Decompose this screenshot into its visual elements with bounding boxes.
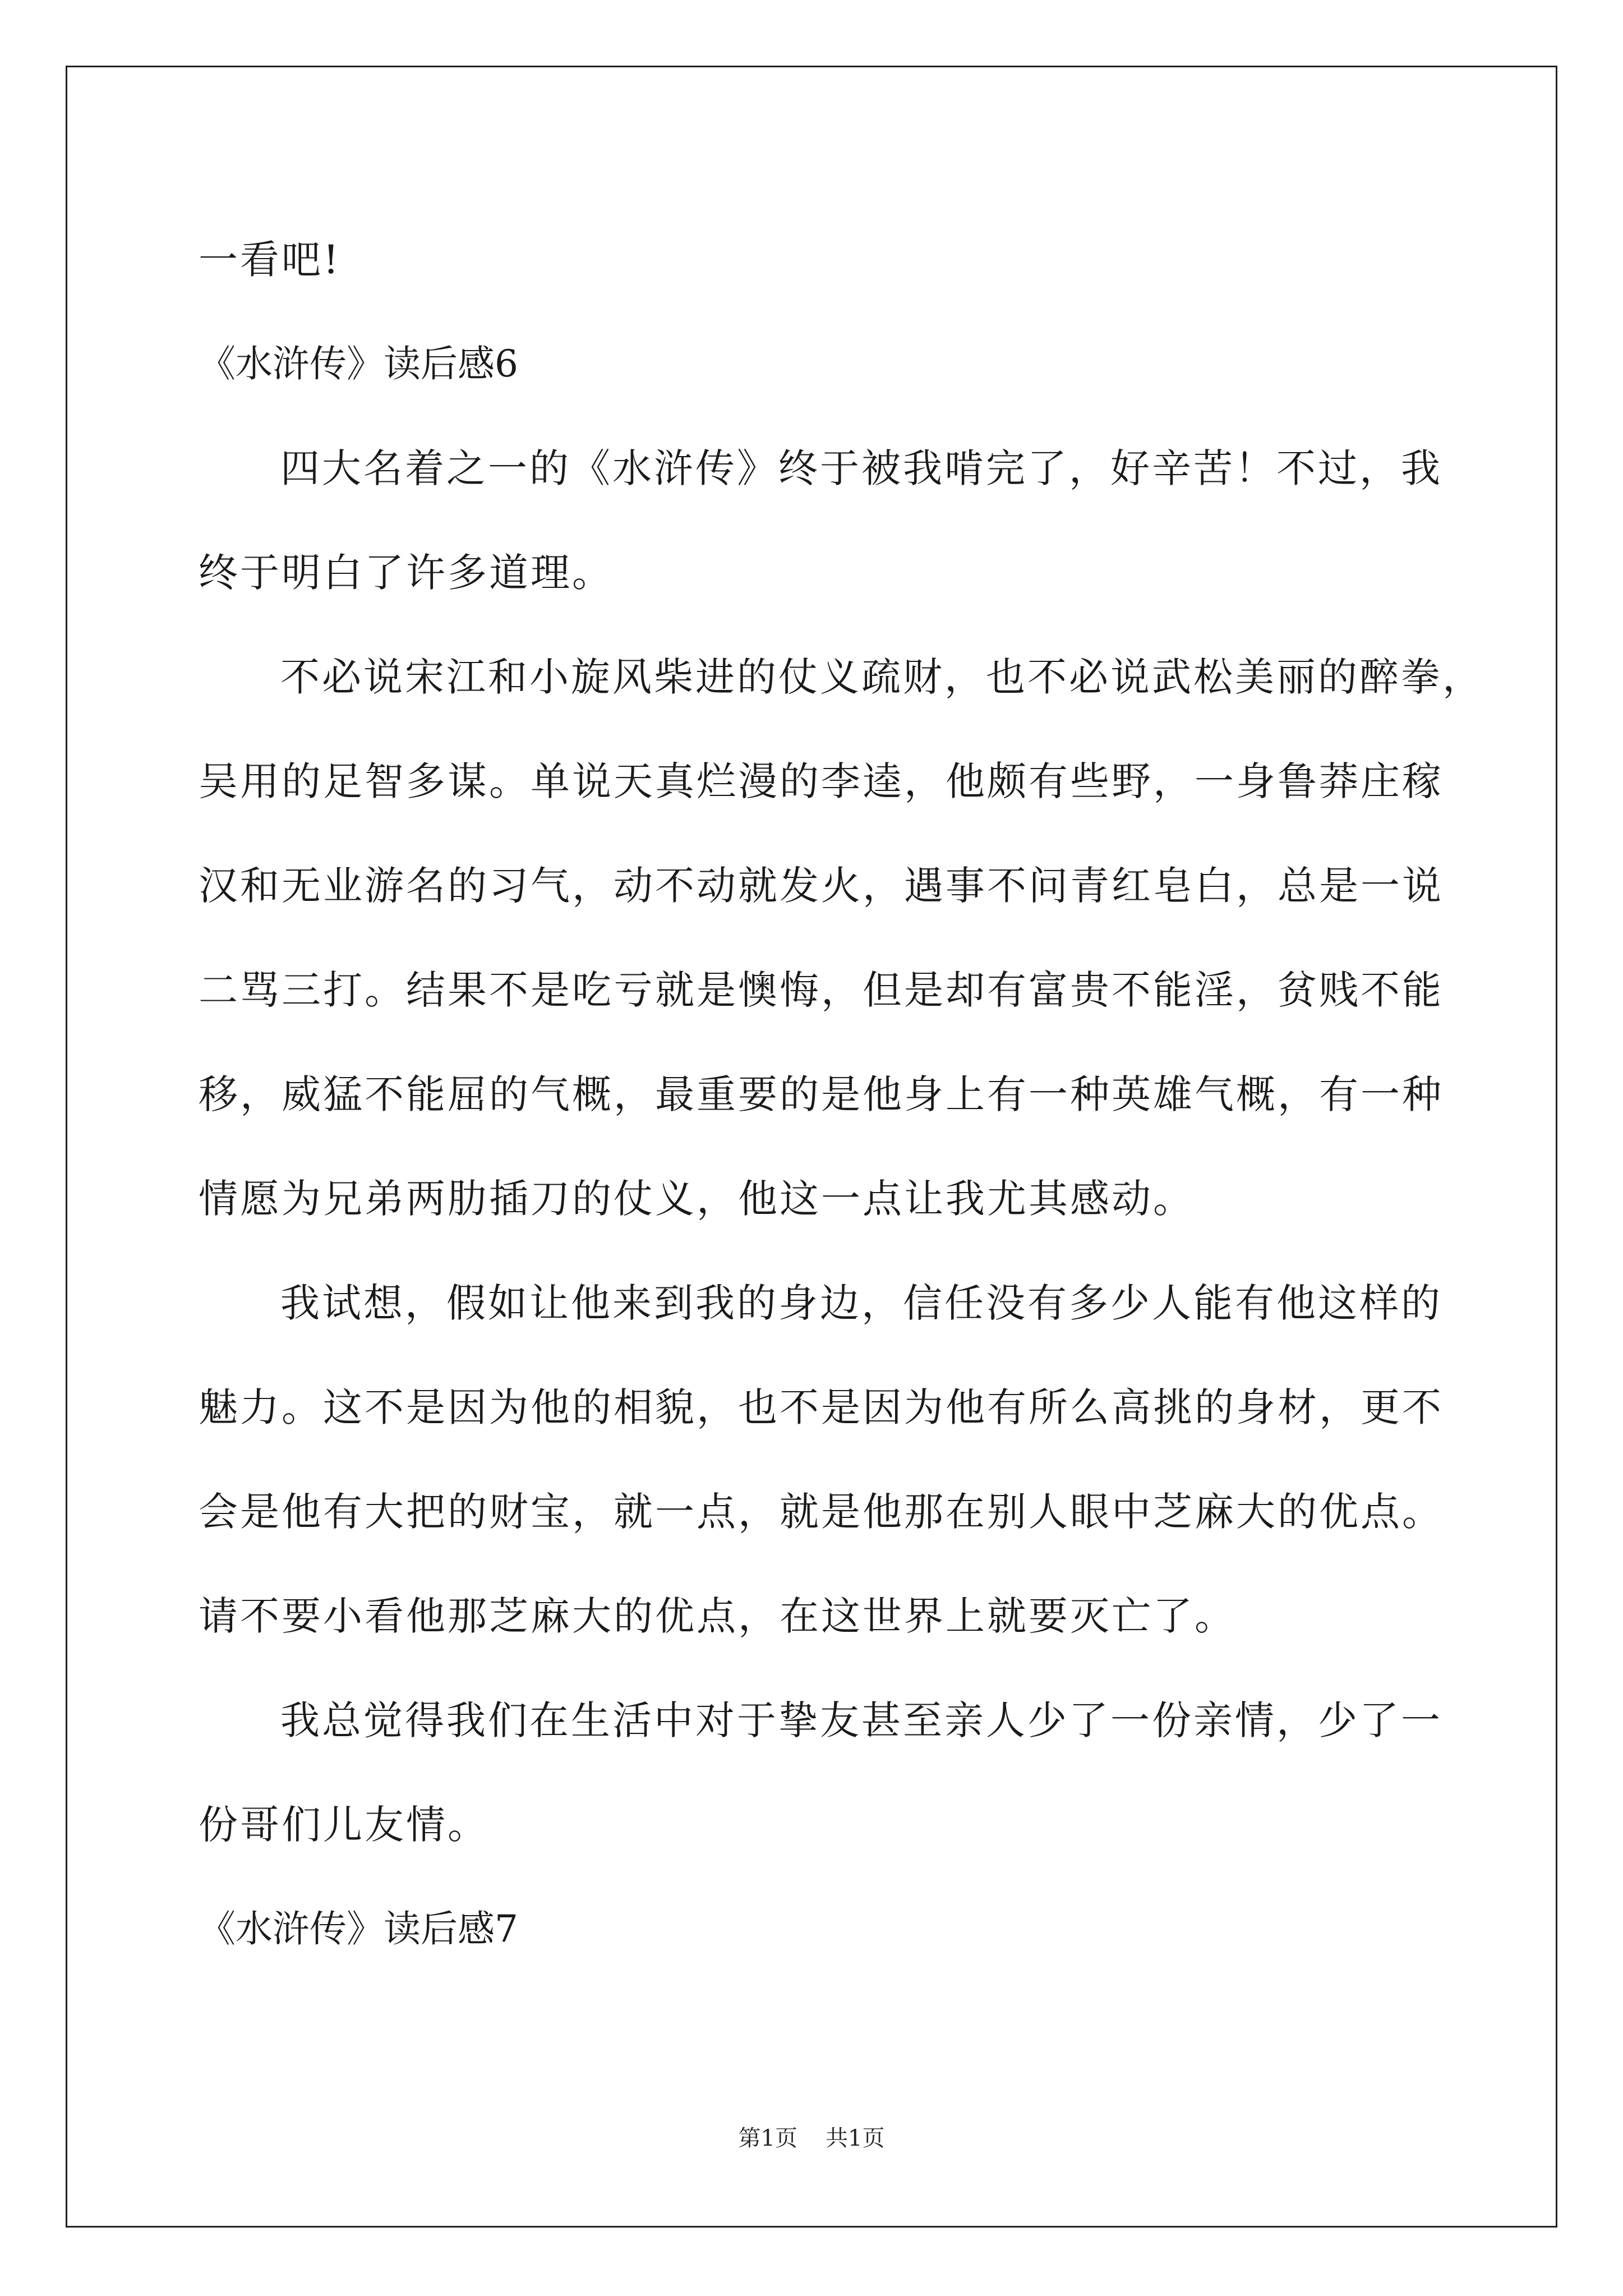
section-heading: 《水浒传》读后感6 <box>199 342 518 385</box>
text-line: 会是他有大把的财宝，就一点，就是他那在别人眼中芝麻大的优点。 <box>199 1489 1444 1535</box>
section-heading: 《水浒传》读后感7 <box>199 1907 518 1950</box>
text-line: 汉和无业游名的习气，动不动就发火，遇事不问青红皂白，总是一说 <box>199 863 1444 909</box>
text-line: 情愿为兄弟两肋插刀的仗义，他这一点让我尤其感动。 <box>199 1176 1195 1222</box>
paragraph-first-line: 我试想，假如让他来到我的身边，信任没有多少人能有他这样的 <box>280 1280 1442 1326</box>
text-line: 魅力。这不是因为他的相貌，也不是因为他有所么高挑的身材，更不 <box>199 1384 1444 1430</box>
paragraph-first-line: 不必说宋江和小旋风柴进的仗义疏财，也不必说武松美丽的醉拳， <box>280 654 1484 700</box>
text-line: 二骂三打。结果不是吃亏就是懊悔，但是却有富贵不能淫，贫贱不能 <box>199 967 1444 1013</box>
paragraph-first-line: 四大名着之一的《水浒传》终于被我啃完了，好辛苦！不过，我 <box>280 445 1442 491</box>
text-line: 移，威猛不能屈的气概，最重要的是他身上有一种英雄气概，有一种 <box>199 1071 1444 1117</box>
page-footer <box>0 2122 1623 2155</box>
paragraph-first-line: 我总觉得我们在生活中对于挚友甚至亲人少了一份亲情，少了一 <box>280 1697 1442 1743</box>
text-line: 份哥们儿友情。 <box>199 1802 489 1848</box>
page-number: 第1页 <box>738 2125 797 2151</box>
text-line: 请不要小看他那芝麻大的优点，在这世界上就要灭亡了。 <box>199 1593 1236 1639</box>
document-body <box>199 208 1484 1981</box>
text-line: 终于明白了许多道理。 <box>199 550 614 596</box>
text-line: 吴用的足智多谋。单说天真烂漫的李逵，他颇有些野，一身鲁莽庄稼 <box>199 758 1444 804</box>
page-total: 共1页 <box>826 2125 885 2151</box>
text-line: 一看吧! <box>199 237 342 283</box>
